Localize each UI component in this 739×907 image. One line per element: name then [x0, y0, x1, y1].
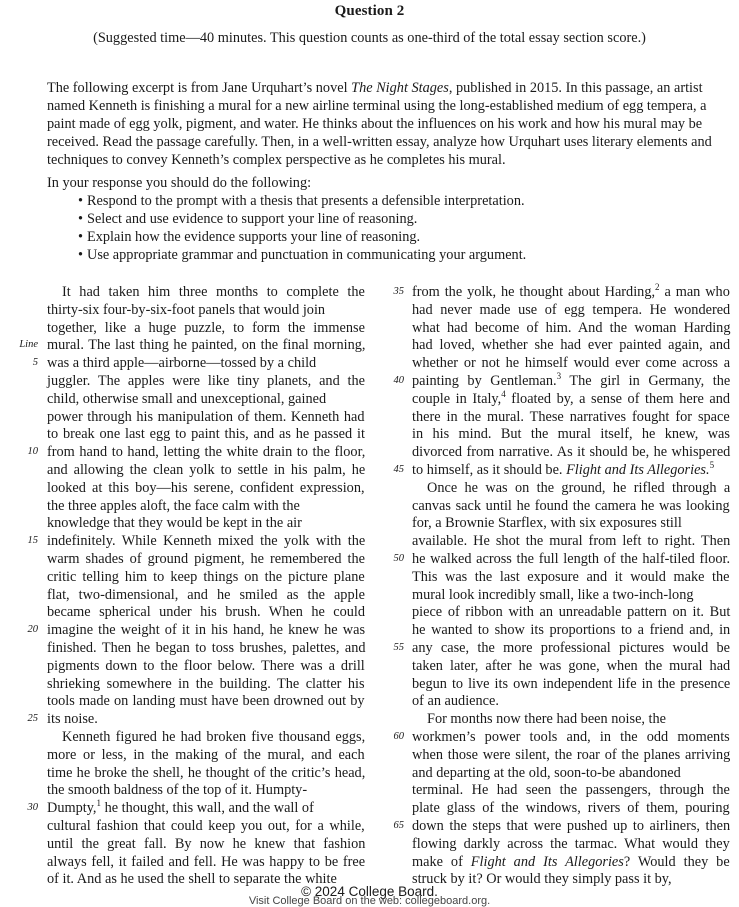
passage-line-text: flowing darkly across the tarmac. What would they	[412, 836, 730, 852]
line-number: 55	[393, 642, 404, 653]
passage-line	[47, 479, 365, 497]
passage-line-text: was a third apple—airborne—tossed by a child	[47, 355, 317, 371]
footnote-marker: 2	[655, 282, 660, 293]
passage-line-text: This was the last exposure and it would make the	[412, 569, 730, 585]
passage-line	[47, 586, 365, 604]
passage-line	[412, 675, 730, 693]
passage-line-text: a man who	[659, 284, 730, 300]
passage-line-text: shrieking somewhere in the building. The clatter his	[47, 676, 365, 692]
passage-line-text: juggler. The apples were like tiny planets, and the	[47, 373, 366, 389]
passage-line-text: he walked across the full length of the half-tiled floor.	[412, 551, 731, 567]
response-bullet: • Respond to the prompt with a thesis that presents a defensible interpretation.	[78, 192, 718, 210]
passage-line	[47, 835, 365, 853]
passage-line	[62, 283, 365, 301]
passage-line	[47, 621, 365, 639]
passage-line	[412, 853, 730, 871]
passage-line	[47, 372, 365, 390]
passage-line-text: Once he was on the ground, he rifled through a	[427, 480, 731, 496]
passage-line-text: divorced from narrative. As it should be, he whispered	[412, 444, 731, 460]
line-number: 10	[27, 446, 38, 457]
passage-line-text: had loved, whether she had ever painted again, and	[412, 337, 731, 353]
passage-line-text: became spherical under his brush. When he could	[47, 604, 366, 620]
passage-line	[412, 799, 730, 817]
passage-line	[412, 657, 730, 675]
passage-line-text: floated by, a sense of them here and	[505, 391, 731, 407]
passage-line-text: plate glass of the windows, rivers of them, pouring	[412, 800, 730, 816]
passage-line-text: until the great fall. By now he knew that fashion	[47, 836, 366, 852]
passage-line	[47, 603, 365, 621]
passage-line	[47, 692, 365, 710]
passage-line	[412, 372, 730, 390]
passage-line-text: thirty-six four-by-six-foot panels that would join	[47, 302, 326, 318]
passage-line-text: down the steps that were pushed up to airliners, then	[412, 818, 731, 834]
footnote-marker: 3	[556, 371, 562, 382]
passage-line-text: The girl in Germany, the	[561, 373, 731, 389]
passage-line	[412, 497, 730, 515]
line-number: 35	[393, 286, 404, 297]
passage-line-text: of it. And as he used the shell to separate the white	[47, 871, 337, 887]
passage-line-text: in his mind. But the mural itself, he knew, was	[412, 426, 730, 442]
passage-right-column	[375, 282, 739, 887]
response-bullet-list	[78, 192, 718, 264]
passage-line	[47, 408, 365, 426]
intro-paragraph	[47, 79, 737, 169]
passage-line	[412, 336, 730, 354]
line-number: Line	[19, 339, 38, 350]
passage-line	[47, 675, 365, 693]
italic-title: Flight and Its Allegories	[470, 854, 624, 870]
line-number: 15	[27, 535, 38, 546]
passage-line-text: mural. The last thing he painted, on the final morning,	[47, 337, 366, 353]
response-heading: In your response you should do the following:	[47, 175, 312, 191]
passage-line	[47, 425, 365, 443]
passage-line	[47, 657, 365, 675]
line-number: 20	[27, 624, 38, 635]
line-number: 50	[393, 553, 404, 564]
passage-line-text: when those were silent, the roar of the planes arriving	[412, 747, 731, 763]
passage-line-text: to break one last egg to paint this, and as he passed it	[47, 426, 365, 442]
passage-line-text: there in the mural. These narratives fought for space	[412, 409, 730, 425]
passage-line-text: mural look incredibly small, like a two-inch-long	[412, 587, 694, 603]
passage-line-text: finished. Then he began to toss brushes, palettes, and	[47, 640, 366, 656]
passage-line-text: from the yolk, he thought about Harding,	[412, 284, 656, 300]
footnote-marker: 1	[96, 798, 102, 809]
passage-line	[412, 586, 694, 604]
passage-line	[412, 781, 730, 799]
passage-line-text: and departing at the old, soon-to-be abandoned	[412, 765, 681, 781]
response-bullet: • Use appropriate grammar and punctuation in communicating your argument.	[78, 246, 718, 264]
passage-line	[412, 817, 730, 835]
passage-line	[47, 639, 366, 657]
passage-line-text: whether or not he himself would ever come across a	[412, 355, 731, 371]
passage-line	[47, 817, 365, 835]
passage-line-text: terminal. He had seen the passengers, through the	[412, 782, 730, 798]
line-number: 65	[393, 820, 404, 831]
response-bullet: • Select and use evidence to support your line of reasoning.	[78, 210, 718, 228]
passage-line	[47, 764, 365, 782]
passage-line-text: any case, the more professional pictures would be	[412, 640, 731, 656]
passage-line	[412, 746, 730, 764]
passage-line	[47, 514, 302, 532]
passage-line-text: flat, two-dimensional, and he smiled as the apple	[47, 587, 365, 603]
passage-line-text: from hand to hand, letting the white drain to the floor,	[47, 444, 366, 460]
passage-line	[47, 336, 365, 354]
passage-line-text: what had become of him. And the woman Harding	[412, 320, 731, 336]
passage-line-text: For months now there had been noise, the	[427, 711, 667, 727]
passage-line-text: painting by Gentleman.	[412, 373, 557, 389]
passage-line-text: begun to live its own independent life in the presence	[412, 676, 731, 692]
footer-cutoff-text: Visit College Board on the web: collegeboard.org.	[248, 895, 491, 907]
passage-line	[47, 532, 365, 550]
passage-line-text: Dumpty,	[47, 800, 97, 816]
passage-line-text: the smooth baldness of the top of it. Humpty-	[47, 782, 308, 798]
copyright-footer: © 2024 College Board.	[301, 884, 438, 899]
passage-line	[47, 781, 307, 799]
passage-line-text: available. He shot the mural from left to right. Then	[412, 533, 731, 549]
passage-line	[412, 532, 730, 550]
passage-line	[47, 710, 98, 728]
intro-text-part2: , published in 2015. In this passage, an artist named Kenneth is finishing a mural for a new airline terminal using the long-established medium of egg tempera, a paint made of egg yolk, pigment, and water. He thinks about the influences on his work and how his mural may be received. Read the passage carefully. Then, in a well-written essay, analyze how Urquhart uses literary elements and techniques to convey Kenneth’s complex perspective as he completes his mural.	[47, 80, 712, 168]
passage-line	[47, 319, 365, 337]
passage-line	[412, 390, 730, 408]
passage-line-text: It had taken him three months to complete the	[62, 284, 365, 300]
line-number: 40	[393, 375, 404, 386]
passage-line	[412, 354, 730, 372]
passage-line-text: together, like a huge puzzle, to form the immense	[47, 320, 365, 336]
passage-line-text: piece of ribbon with an unreadable pattern on it. But	[412, 604, 731, 620]
passage-line-text: pigments down to the floor below. There was a drill	[47, 658, 365, 674]
line-number: 25	[27, 713, 38, 724]
passage-line-text: had never made use of egg tempera. He wondered	[412, 302, 731, 318]
passage-line	[47, 799, 314, 817]
passage-line-text: more or less, in the making of the mural, and each	[47, 747, 365, 763]
passage-line-text: couple in Italy,	[412, 391, 502, 407]
footnote-marker: 5	[709, 460, 715, 471]
passage-line	[412, 728, 730, 746]
passage-line	[47, 443, 365, 461]
passage-line	[412, 764, 681, 782]
passage-line-text: he wanted to show its proportions to a friend and, in	[412, 622, 731, 638]
book-title: The Night Stages	[351, 80, 449, 96]
response-bullet: • Explain how the evidence supports your line of reasoning.	[78, 228, 718, 246]
intro-text-part1: The following excerpt is from Jane Urquhart’s novel	[47, 80, 352, 96]
passage-line	[412, 461, 714, 479]
passage-line-text: ? Would they be	[623, 854, 730, 870]
passage-line-text: and allowing the clean yolk to settle in his palm, he	[47, 462, 366, 478]
passage-line	[412, 319, 730, 337]
passage-line-text: imagine the weight of it in his hand, he knew he was	[47, 622, 366, 638]
passage-line	[427, 710, 666, 728]
passage-line	[412, 301, 730, 319]
passage-line-text: taken later, after he was gone, when the mural had	[412, 658, 731, 674]
passage-line	[412, 692, 499, 710]
passage-line	[47, 568, 365, 586]
passage-line-text: critic telling him to keep things on the picture plane	[47, 569, 365, 585]
passage-line	[47, 497, 300, 515]
italic-title: Flight and Its Allegories.	[566, 462, 710, 478]
passage-line-text: warm shades of ground pigment, he remembered the	[47, 551, 365, 567]
passage-line	[47, 746, 365, 764]
passage-line	[412, 443, 730, 461]
passage-line	[47, 390, 326, 408]
passage-line	[412, 514, 682, 532]
passage-line	[412, 425, 730, 443]
passage-line-text: Kenneth figured he had broken five thousand eggs,	[62, 729, 366, 745]
footnote-marker: 4	[501, 389, 506, 400]
passage-line	[412, 621, 730, 639]
passage-left-column	[0, 283, 375, 887]
passage-line-text: its noise.	[47, 711, 98, 727]
passage-line-text: for, a Brownie Starflex, with six exposures still	[412, 515, 682, 531]
passage-line	[412, 835, 730, 853]
line-number: 45	[393, 464, 404, 475]
passage-line	[412, 568, 730, 586]
passage-line	[412, 283, 730, 301]
passage-line-text: of an audience.	[412, 693, 499, 709]
passage-line	[412, 603, 730, 621]
passage-line	[62, 728, 365, 746]
passage-line	[47, 354, 316, 372]
passage-line-text: child, otherwise small and unexceptional, gained	[47, 391, 327, 407]
passage-line-text: indefinitely. While Kenneth mixed the yolk with the	[47, 533, 366, 549]
passage-line-text: power through his manipulation of them. Kenneth had	[47, 409, 365, 425]
passage-line	[47, 853, 365, 871]
question-title: Question 2	[334, 3, 405, 19]
passage-line-text: the three apples aloft, the face calm with the	[47, 498, 300, 514]
line-number: 30	[27, 802, 38, 813]
passage-line-text: cultural fashion that could keep you out, for a while,	[47, 818, 365, 834]
passage-line-text: tools made on landing must have been drowned out by	[47, 693, 365, 709]
passage-line	[412, 639, 730, 657]
passage-line-text: knowledge that they would be kept in the air	[47, 515, 302, 531]
passage-line-text: struck by it? Or would they simply pass it by,	[412, 871, 672, 887]
passage-line	[47, 550, 365, 568]
passage-line	[412, 408, 730, 426]
passage-line-text: always fell, it failed and fell. He was happy to be free	[47, 854, 366, 870]
passage-line	[412, 550, 730, 568]
line-number: 60	[393, 731, 404, 742]
passage-line	[427, 479, 730, 497]
passage-line-text: make of	[412, 854, 471, 870]
line-number: 5	[32, 357, 38, 368]
passage-line-text: canvas sack until he found the camera he was looking	[412, 498, 730, 514]
passage-line-text: he thought, this wall, and the wall of	[101, 800, 314, 816]
question-instructions: (Suggested time—40 minutes. This question counts as one-third of the total essay section score.)	[93, 30, 646, 46]
passage-line-text: time he broke the shell, he thought of the critic’s head,	[47, 765, 366, 781]
passage-line	[47, 301, 325, 319]
passage-line-text: workmen’s power tools and, in the odd moments	[412, 729, 730, 745]
passage-line-text: looked at this boy—his serene, confident expression,	[47, 480, 365, 496]
passage-line-text: to himself, as it should be.	[412, 462, 567, 478]
passage-line	[47, 461, 365, 479]
